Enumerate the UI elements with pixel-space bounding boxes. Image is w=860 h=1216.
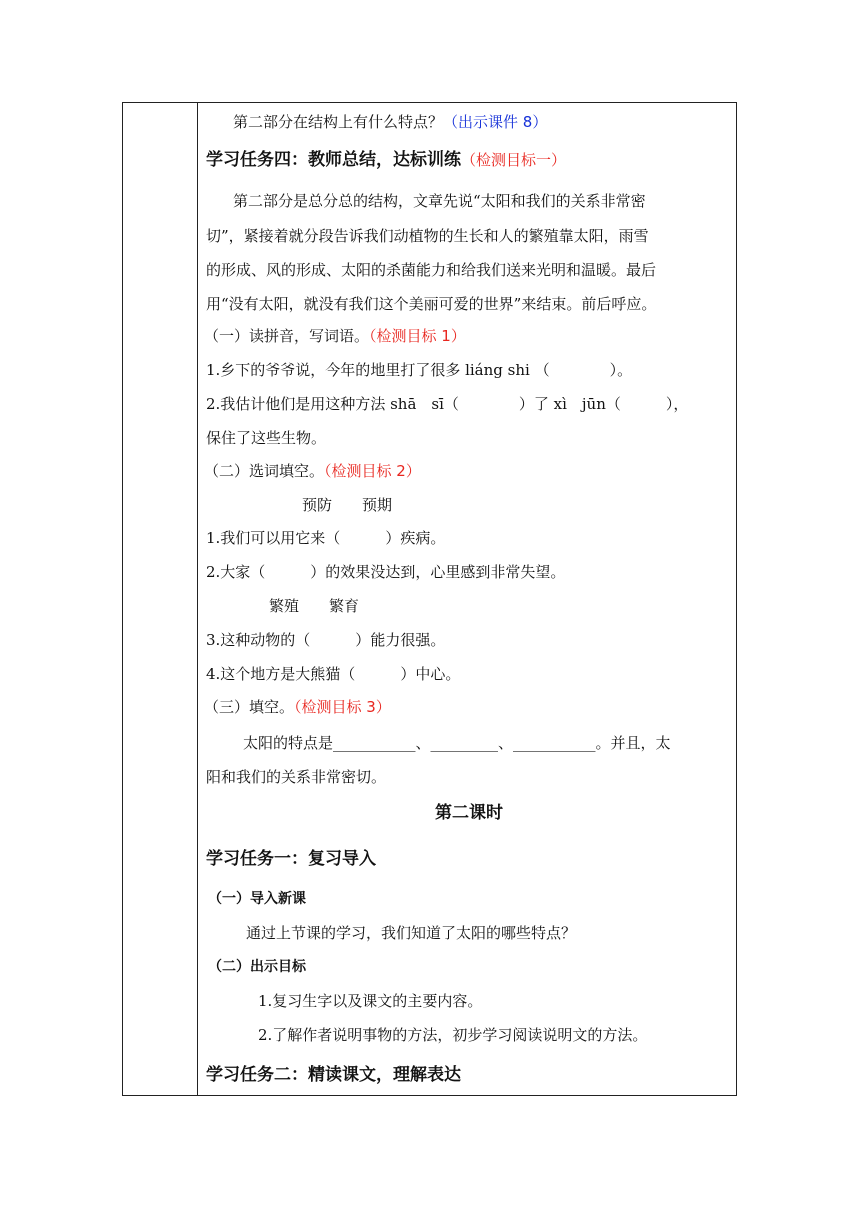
word-choice-1: 预防 预期 (302, 496, 393, 514)
word-choice-2: 繁殖 繁育 (269, 597, 360, 615)
task4-heading (206, 149, 566, 171)
summary-line-4: 用“没有太阳，就没有我们这个美丽可爱的世界”来结束。前后呼应。 (206, 295, 657, 313)
exercise3-title: （三）填空。 (204, 698, 295, 716)
lesson-two-heading: 第二课时 (435, 803, 503, 823)
summary-line-1: 第二部分是总分总的结构，文章先说“太阳和我们的关系非常密 (233, 192, 646, 210)
goal-2: 2.了解作者说明事物的方法，初步学习阅读说明文的方法。 (258, 1026, 648, 1044)
exercise2-question-4: 4.这个地方是大熊猫（ ）中心。 (206, 665, 461, 683)
exercise2-question-1: 1.我们可以用它来（ ）疾病。 (206, 529, 446, 547)
column-divider (197, 102, 198, 1096)
question-text: 第二部分在结构上有什么特点？ (233, 113, 444, 131)
exercise1-title: （一）读拼音，写词语。 (204, 327, 370, 345)
task4-title: 学习任务四：教师总结，达标训练 (206, 150, 461, 170)
exercise1-question-2-cont: 保住了这些生物。 (206, 429, 327, 447)
summary-line-2: 切”，紧接着就分段告诉我们动植物的生长和人的繁殖靠太阳，雨雪 (206, 227, 649, 245)
exercise2-target: （检测目标 2） (324, 462, 421, 480)
section1-text: 通过上节课的学习，我们知道了太阳的哪些特点？ (246, 924, 577, 942)
lesson-table (122, 102, 737, 1096)
exercise3-heading (204, 696, 391, 718)
question-line (233, 111, 547, 133)
exercise2-question-3: 3.这种动物的（ ）能力很强。 (206, 631, 446, 649)
section2-heading: （二）出示目标 (208, 959, 306, 975)
exercise1-heading (204, 325, 466, 347)
task4-target: （检测目标一） (461, 151, 567, 169)
exercise2-title: （二）选词填空。 (204, 462, 325, 480)
exercise3-target: （检测目标 3） (294, 698, 391, 716)
exercise2-heading (204, 460, 421, 482)
summary-line-3: 的形成、风的形成、太阳的杀菌能力和给我们送来光明和温暖。最后 (206, 261, 657, 279)
exercise1-question-1: 1.乡下的爷爷说，今年的地里打了很多 liáng shi （ ）。 (206, 361, 633, 379)
section1-heading: （一）导入新课 (208, 891, 306, 907)
goal-1: 1.复习生字以及课文的主要内容。 (258, 992, 483, 1010)
exercise1-target: （检测目标 1） (369, 327, 466, 345)
exercise2-question-2: 2.大家（ ）的效果没达到，心里感到非常失望。 (206, 563, 566, 581)
task2-heading: 学习任务二：精读课文，理解表达 (206, 1065, 461, 1085)
task1-heading: 学习任务一：复习导入 (206, 849, 376, 869)
courseware-note: （出示课件 8） (443, 113, 548, 131)
exercise3-question-cont: 阳和我们的关系非常密切。 (206, 768, 387, 786)
exercise1-question-2: 2.我估计他们是用这种方法 shā sī（ ）了 xì jūn（ ）， (206, 395, 689, 413)
exercise3-question: 太阳的特点是___________、_________、___________。并且，太 (243, 734, 671, 752)
